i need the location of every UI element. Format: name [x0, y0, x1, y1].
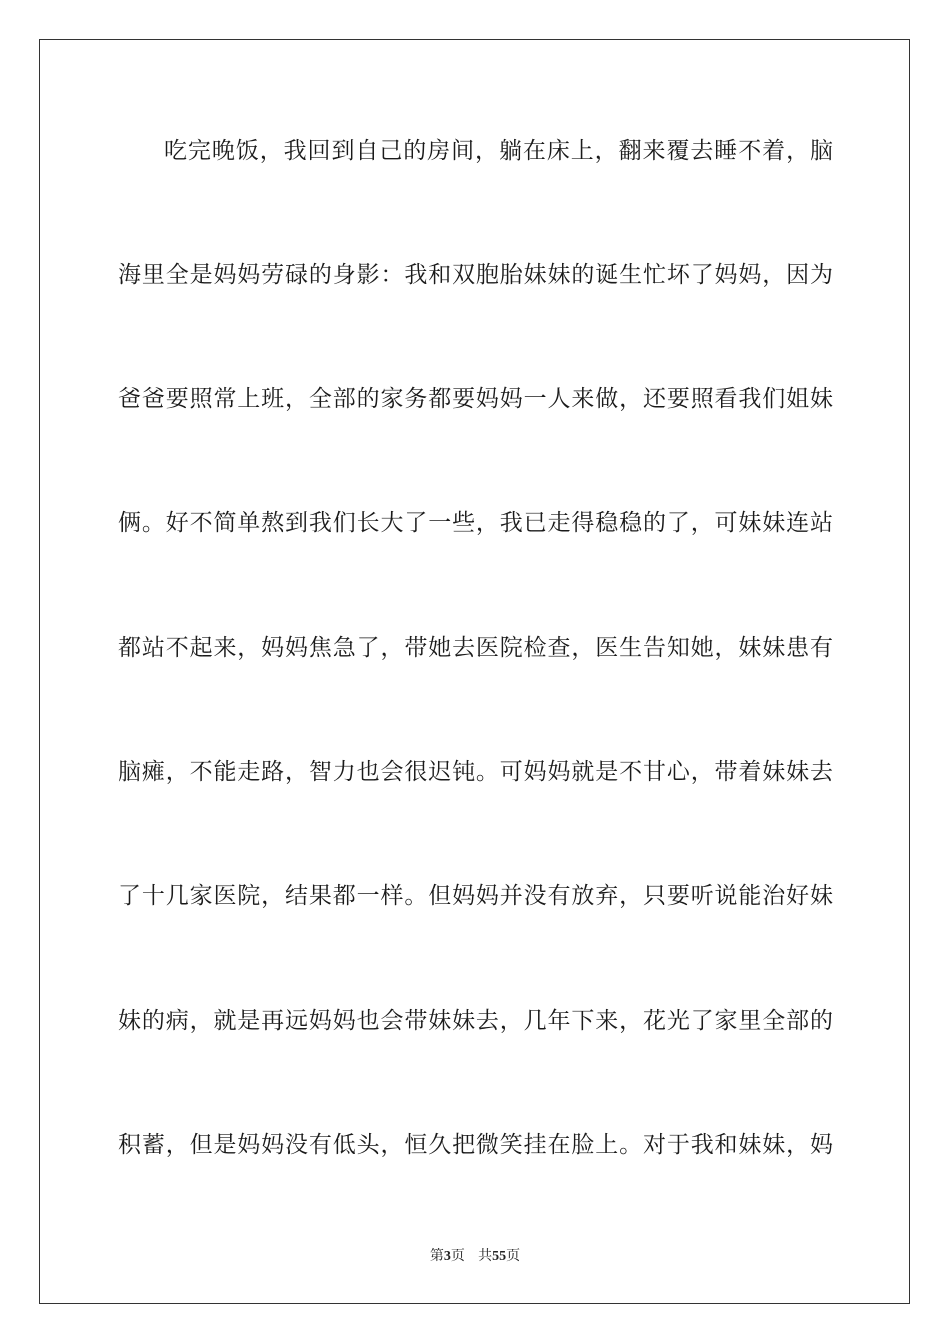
page-prefix: 第: [429, 1248, 444, 1264]
total-suffix: 页: [506, 1248, 521, 1264]
text-line: 俩。好不简单熬到我们长大了一些，我已走得稳稳的了，可妹妹连站: [118, 510, 833, 536]
total-prefix: 共: [478, 1248, 493, 1264]
text-line: 吃完晚饭，我回到自己的房间，躺在床上，翻来覆去睡不着，脑: [164, 138, 833, 164]
page-number: 3: [443, 1249, 451, 1264]
text-line: 妹的病，就是再远妈妈也会带妹妹去，几年下来，花光了家里全部的: [118, 1008, 833, 1034]
text-line: 爸爸要照常上班，全部的家务都要妈妈一人来做，还要照看我们姐妹: [118, 386, 833, 412]
text-line: 积蓄，但是妈妈没有低头，恒久把微笑挂在脸上。对于我和妹妹，妈: [118, 1132, 833, 1158]
page-suffix: 页: [450, 1248, 465, 1264]
total-pages: 55: [492, 1249, 507, 1264]
text-line: 了十几家医院，结果都一样。但妈妈并没有放弃，只要听说能治好妹: [118, 883, 833, 909]
page-footer: [0, 1246, 950, 1267]
text-line: 脑瘫，不能走路，智力也会很迟钝。可妈妈就是不甘心，带着妹妹去: [118, 759, 833, 785]
text-line: 都站不起来，妈妈焦急了，带她去医院检查，医生告知她，妹妹患有: [118, 635, 833, 661]
page-border: [39, 39, 910, 1304]
text-line: 海里全是妈妈劳碌的身影：我和双胞胎妹妹的诞生忙坏了妈妈，因为: [118, 262, 833, 288]
